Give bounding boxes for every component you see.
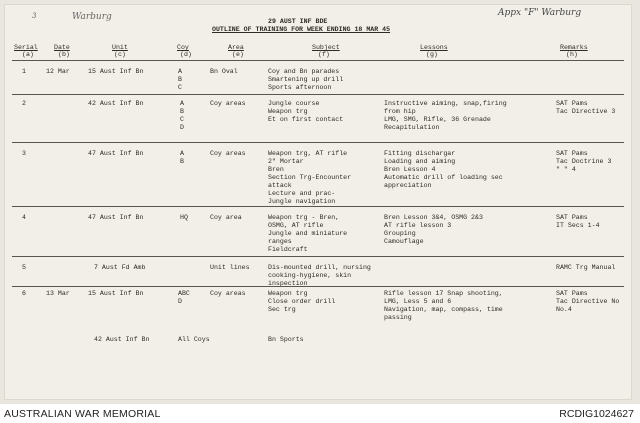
row-remarks: SAT Pams IT Secs 1-4: [556, 214, 600, 229]
row-coy: A B C D: [180, 100, 184, 131]
row-subject: Weapon trg - Bren, OSMG, AT rifle Jungle and miniature ranges Fieldcraft: [268, 214, 348, 253]
col-header-area: Area: [228, 44, 244, 51]
row-divider: [12, 94, 624, 95]
row-divider: [12, 142, 624, 143]
col-header-unit: Unit: [112, 44, 128, 51]
row-unit: 15 Aust Inf Bn: [88, 290, 144, 297]
row-serial: 6: [22, 290, 26, 297]
document-title: 29 AUST INF BDE: [268, 18, 328, 25]
row-subject: Weapon trg Close order drill Sec trg: [268, 290, 336, 313]
row-area: Unit lines: [210, 264, 250, 271]
archive-footer: [0, 404, 640, 423]
row-unit: 47 Aust Inf Bn: [88, 150, 144, 157]
row-serial: 5: [22, 264, 26, 271]
row-serial: 1: [22, 68, 26, 75]
row-serial: 3: [22, 150, 26, 157]
row-unit: 47 Aust Inf Bn: [88, 214, 144, 221]
row-subject: Dis-mounted drill, nursing cooking-hygiene, skin inspection: [268, 264, 371, 287]
header-rule: [12, 60, 624, 61]
row-lessons: Bren Lesson 3&4, OSMG 2&3 AT rifle lesson 3 Grouping Camouflage: [384, 214, 483, 245]
row-area: Coy areas: [210, 290, 246, 297]
col-letter-area: (e): [232, 51, 244, 58]
pencil-note-title: Warburg: [72, 12, 112, 22]
col-header-date: Date: [54, 44, 70, 51]
row-date: 13 Mar: [46, 290, 70, 297]
row-date: 12 Mar: [46, 68, 70, 75]
row-subject: Jungle course Weapon trg Et on first contact: [268, 100, 344, 123]
row-unit: 15 Aust Inf Bn: [88, 68, 144, 75]
row-unit: 42 Aust Inf Bn: [94, 336, 150, 343]
row-area: Coy area: [210, 214, 242, 221]
pencil-note-top: 3: [32, 12, 37, 20]
col-letter-lessons: (g): [426, 51, 438, 58]
row-subject: Bn Sports: [268, 336, 304, 343]
signature: Appx "F" Warburg: [498, 8, 582, 18]
row-area: Coy areas: [210, 150, 246, 157]
col-letter-coy: (d): [180, 51, 192, 58]
row-lessons: Fitting dischargar Loading and aiming Bren Lesson 4 Automatic drill of loading sec appreciation: [384, 150, 503, 189]
row-divider: [12, 206, 624, 207]
row-remarks: SAT Pams Tac Directive 3: [556, 100, 616, 115]
row-coy: ABC D: [178, 290, 190, 305]
row-subject: Coy and Bn parades Smartening up drill Sports afternoon: [268, 68, 344, 91]
archive-reference: RCDIG1024627: [559, 408, 634, 420]
row-remarks: SAT Pams Tac Doctrine 3 " " 4: [556, 150, 612, 173]
row-subject: Weapon trg, AT rifle 2" Mortar Bren Section Trg-Encounter attack Lecture and prac- Jungle navigation: [268, 150, 352, 205]
row-coy: All Coys: [178, 336, 210, 343]
row-unit: 42 Aust Inf Bn: [88, 100, 144, 107]
row-lessons: Rifle lesson 17 Snap shooting, LMG, Less 5 and 6 Navigation, map, compass, time passing: [384, 290, 503, 321]
row-coy: A B C: [178, 68, 182, 91]
archive-institution: AUSTRALIAN WAR MEMORIAL: [4, 408, 161, 420]
col-header-lessons: Lessons: [420, 44, 448, 51]
row-serial: 2: [22, 100, 26, 107]
row-area: Coy areas: [210, 100, 246, 107]
document-subtitle: OUTLINE OF TRAINING FOR WEEK ENDING 18 MAR 45: [212, 26, 391, 33]
col-letter-remarks: (h): [566, 51, 578, 58]
row-remarks: SAT Pams Tac Directive No No.4: [556, 290, 620, 313]
col-letter-subject: (f): [318, 51, 330, 58]
row-area: Bn Oval: [210, 68, 238, 75]
col-letter-serial: (a): [22, 51, 34, 58]
col-header-remarks: Remarks: [560, 44, 588, 51]
row-remarks: RAMC Trg Manual: [556, 264, 616, 271]
row-unit: 7 Aust Fd Amb: [94, 264, 146, 271]
row-divider: [12, 286, 624, 287]
col-header-serial: Serial: [14, 44, 38, 51]
col-letter-date: (b): [58, 51, 70, 58]
row-coy: HQ: [180, 214, 188, 221]
row-divider: [12, 256, 624, 257]
col-header-coy: Coy: [177, 44, 189, 51]
col-header-subject: Subject: [312, 44, 340, 51]
col-letter-unit: (c): [114, 51, 126, 58]
row-coy: A B: [180, 150, 184, 165]
row-lessons: Instructive aiming, snap,firing from hip LMG, SMG, Rifle, 36 Grenade Recapitulation: [384, 100, 507, 131]
row-serial: 4: [22, 214, 26, 221]
